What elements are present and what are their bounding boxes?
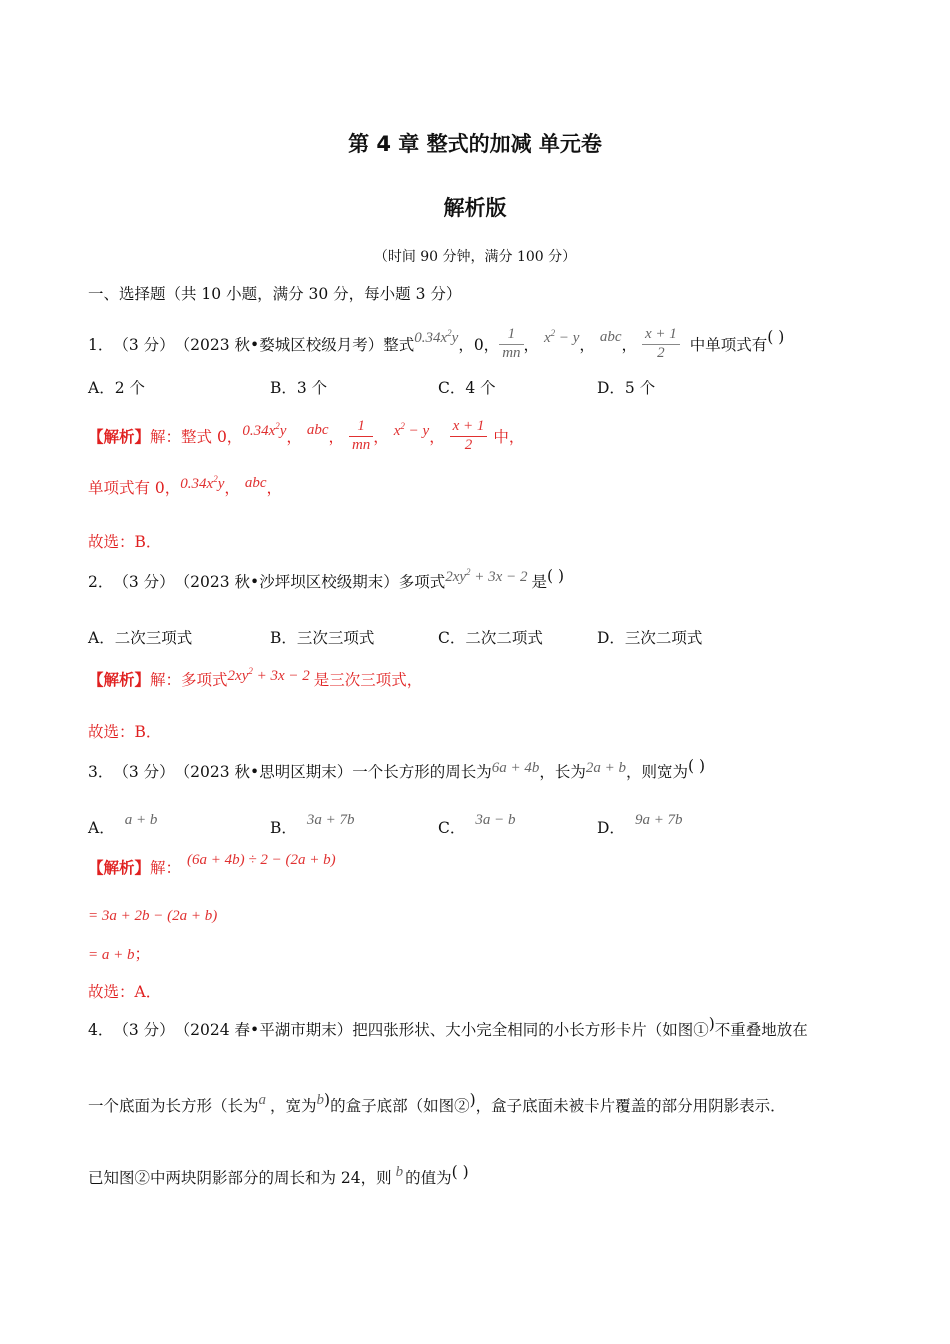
math-variable: b xyxy=(316,1091,325,1108)
question-source: （2023 秋•沙坪坝区校级期末） xyxy=(174,573,399,591)
solution-text: 是三次三项式， xyxy=(313,671,423,689)
math-expression: abc xyxy=(599,328,622,345)
math-expression: $x^2 - y$ xyxy=(543,327,580,346)
question-number: 3． xyxy=(88,763,114,781)
question-4: 4． （3 分） （2024 春•平湖市期末） 把四张形状、大小完全相同的小长方形卡片（如图① ) 不重叠地放在 xyxy=(88,1015,808,1039)
question-2 xyxy=(88,566,564,592)
question-4-line3 xyxy=(88,1163,469,1188)
solution-heading: 【解析】 xyxy=(88,427,151,446)
math-expression: 3a − b xyxy=(475,811,516,828)
fraction: $\frac{1}{mn}$ xyxy=(499,326,523,362)
solution-2 xyxy=(88,665,423,690)
math-variable: b xyxy=(395,1163,404,1180)
question-text: 中单项式有 xyxy=(689,336,768,354)
math-step-3: = a + b xyxy=(88,947,135,963)
exam-meta: （时间 90 分钟，满分 100 分） xyxy=(373,249,577,265)
question-3 xyxy=(88,757,706,782)
math-step-1: (6a + 4b) ÷ 2 − (2a + b) xyxy=(187,851,336,868)
answer-blank: ( ) xyxy=(767,328,785,346)
math-expression: $0.34x^2y$ xyxy=(242,420,287,439)
solution-1: 【解析】 解：整式 0， $0.34x^2y$ ， abc ， $\frac{1}{mn}$ ， $x^2 - y$ ， $\frac{x + 1}{2}$ 中， xyxy=(88,418,525,453)
question-number: 2． xyxy=(88,573,114,591)
question-source: （2024 春•平湖市期末） xyxy=(174,1021,353,1039)
question-text: 多项式 xyxy=(398,573,446,591)
option-a: A．二次三项式 xyxy=(88,629,193,647)
option-c: C．二次二项式 xyxy=(438,629,543,647)
question-number: 1． xyxy=(88,336,114,354)
option-b: B． 3a + 7b xyxy=(270,811,355,837)
question-text: 一个底面为长方形（长为 xyxy=(88,1097,259,1115)
fraction: $\frac{1}{mn}$ xyxy=(349,418,373,454)
page-subtitle: 解析版 xyxy=(443,196,507,220)
answer-blank: ( ) xyxy=(451,1163,469,1181)
question-text: 的值为 xyxy=(405,1169,452,1187)
math-step-2: = 3a + 2b − (2a + b) xyxy=(88,908,218,924)
answer-2: 故选：B． xyxy=(88,723,162,741)
option-c: C．4 个 xyxy=(438,379,496,397)
question-number: 4． xyxy=(88,1021,114,1039)
question-text: 是 xyxy=(531,573,547,591)
question-score: （3 分） xyxy=(113,763,175,781)
question-source: （2023 秋•婺城区校级月考） xyxy=(174,336,384,354)
solution-text: 单项式有 0， xyxy=(88,479,181,497)
section-heading: 一、选择题（共 10 小题，满分 30 分，每小题 3 分） xyxy=(88,285,462,303)
fraction: $\frac{x + 1}{2}$ xyxy=(450,418,488,454)
question-1: 1． （3 分） （2023 秋•婺城区校级月考） 整式 $0.34x^2y$ ，0， $\frac{1}{mn}$ ， $x^2 - y$ ， abc ， $\frac{x + 1}{2}$ 中单项式有 ( ) xyxy=(88,326,785,361)
math-step-3-line: = a + b； xyxy=(88,945,151,963)
math-expression: 2a + b xyxy=(585,759,626,776)
fraction: $\frac{x + 1}{2}$ xyxy=(642,326,680,362)
question-source: （2023 秋•思明区期末） xyxy=(174,763,353,781)
solution-text: 解：多项式 xyxy=(150,671,228,689)
option-d: D．三次二项式 xyxy=(597,629,703,647)
question-text: ，长为 xyxy=(539,763,586,781)
page-title: 第 4 章 整式的加减 单元卷 xyxy=(348,132,602,156)
answer-blank: ( ) xyxy=(546,567,564,585)
question-score: （3 分） xyxy=(113,336,175,354)
option-d: D．5 个 xyxy=(597,379,656,397)
math-expression: $0.34x^2y$ xyxy=(180,473,225,492)
option-c: C． 3a − b xyxy=(438,811,516,837)
question-text: ，则宽为 xyxy=(625,763,688,781)
math-expression: abc xyxy=(244,474,267,491)
answer-3: 故选：A． xyxy=(88,983,162,1001)
math-expression: 3a + 7b xyxy=(306,811,355,828)
question-text: 整式 xyxy=(383,336,415,354)
question-text: 一个长方形的周长为 xyxy=(352,763,492,781)
option-b: B．3 个 xyxy=(270,379,328,397)
math-expression: $2xy^2 + 3x - 2$ xyxy=(445,566,528,585)
option-b: B．三次三项式 xyxy=(270,629,375,647)
question-text: ，宽为 xyxy=(270,1097,317,1115)
math-expression: 6a + 4b xyxy=(491,759,540,776)
question-text: 的盒子底部（如图② xyxy=(330,1097,470,1115)
math-variable: a xyxy=(258,1091,267,1108)
option-d: D． 9a + 7b xyxy=(597,811,683,837)
question-text: 已知图②中两块阴影部分的周长和为 24，则 xyxy=(88,1169,392,1187)
question-text: 不重叠地放在 xyxy=(714,1021,808,1039)
solution-text: 中， xyxy=(493,428,525,446)
answer-blank: ( ) xyxy=(688,757,706,775)
math-expression: $2xy^2 + 3x - 2$ xyxy=(227,665,310,684)
solution-heading: 【解析】 xyxy=(88,670,151,689)
math-expression: $x^2 - y$ xyxy=(393,420,430,439)
math-expression: a + b xyxy=(124,811,158,828)
option-a: A． a + b xyxy=(88,811,158,837)
answer-1: 故选：B． xyxy=(88,533,162,551)
solution-1-line2: 单项式有 0， $0.34x^2y$ ， abc ， xyxy=(88,473,283,497)
math-expression: $0.34x^2y$ xyxy=(414,327,459,346)
question-4-line2: 一个底面为长方形（长为 a ，宽为 b ) 的盒子底部（如图② ) ，盒子底面未被卡片覆盖的部分用阴影表示． xyxy=(88,1091,786,1115)
question-score: （3 分） xyxy=(113,573,175,591)
solution-3 xyxy=(88,851,336,878)
solution-text: 解：整式 0， xyxy=(150,428,243,446)
math-expression: 9a + 7b xyxy=(634,811,683,828)
question-text: ，盒子底面未被卡片覆盖的部分用阴影表示． xyxy=(475,1097,786,1115)
option-a: A．2 个 xyxy=(88,379,145,397)
question-text: ，0， xyxy=(458,336,500,354)
math-expression: abc xyxy=(306,421,329,438)
question-score: （3 分） xyxy=(113,1021,175,1039)
question-text: 把四张形状、大小完全相同的小长方形卡片（如图① xyxy=(352,1021,709,1039)
solution-heading: 【解析】 xyxy=(88,858,151,877)
solution-text: 解： xyxy=(150,859,182,877)
